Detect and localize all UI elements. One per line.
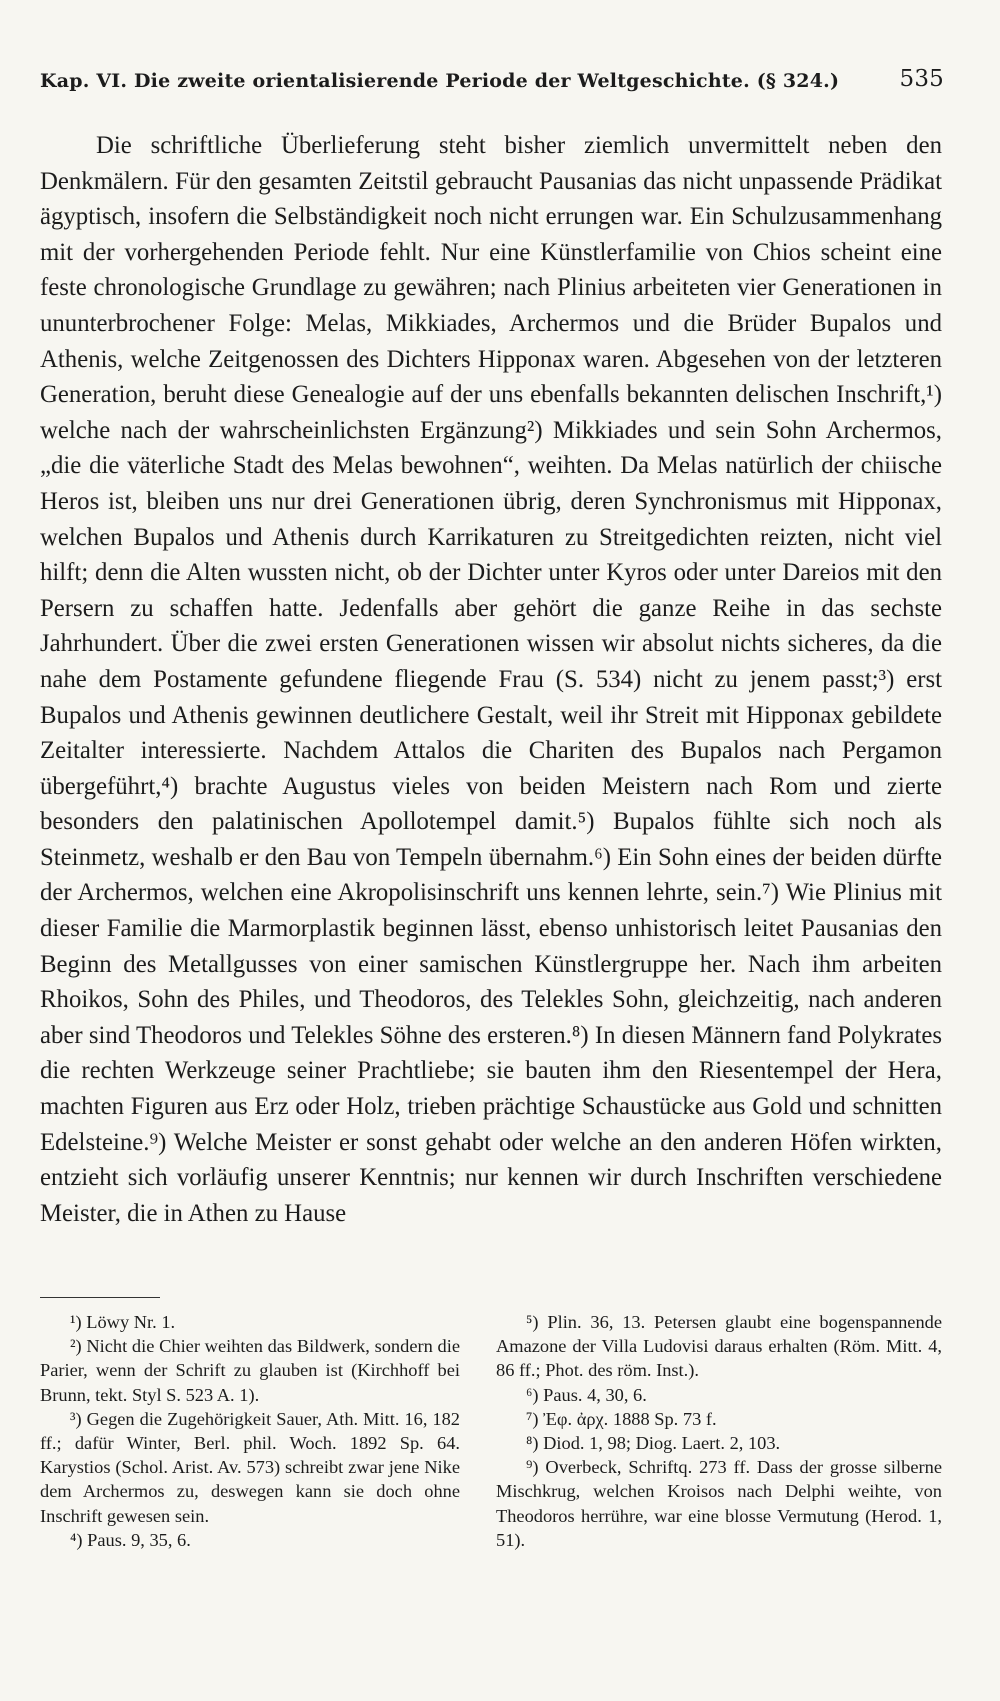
footnote-2: ²) Nicht die Chier weihten das Bildwerk, sondern die Parier, wenn der Schrift zu glauben ist (Kirchhoff bei Brunn, tekt. Styl S. 523 A. 1). <box>40 1336 460 1405</box>
chapter-title: Kap. VI. Die zweite orientalisierende Periode der Weltgeschichte. (§ 324.) <box>40 70 840 92</box>
footnote-6: ⁶) Paus. 4, 30, 6. <box>526 1384 647 1405</box>
footnotes-left-column <box>40 1310 460 1552</box>
footnote-5: ⁵) Plin. 36, 13. Petersen glaubt eine bogenspannende Amazone der Villa Ludovisi daraus erhalten (Röm. Mitt. 4, 86 ff.; Phot. des röm. Inst.). <box>496 1312 942 1381</box>
footnote-3: ³) Gegen die Zugehörigkeit Sauer, Ath. Mitt. 16, 182 ff.; dafür Winter, Berl. phil. Woch. 1892 Sp. 64. Karystios (Schol. Arist. Av. 573) schreibt zwar jene Nike dem Archermos zu, deswegen kann sie doch ohne Inschrift gewesen sein. <box>40 1408 460 1526</box>
footnotes-right-column <box>496 1310 942 1552</box>
footnote-8: ⁸) Diod. 1, 98; Diog. Laert. 2, 103. <box>526 1433 781 1454</box>
running-header <box>40 64 944 108</box>
footnote-1: ¹) Löwy Nr. 1. <box>70 1312 176 1332</box>
page-number: 535 <box>899 66 944 92</box>
main-text <box>40 128 942 1231</box>
footnote-9: ⁹) Overbeck, Schriftq. 273 ff. Dass der grosse silberne Mischkrug, welchen Kroisos nach Delphi weihte, von Theodoros herrühre, war eine blosse Vermutung (Herod. 1, 51). <box>496 1457 942 1550</box>
footnote-rule <box>40 1297 160 1298</box>
footnote-4: ⁴) Paus. 9, 35, 6. <box>70 1529 191 1550</box>
body-paragraph: Die schriftliche Überlieferung steht bisher ziemlich unvermittelt neben den Denkmälern. Für den gesamten Zeitstil gebraucht Pausanias das nicht unpassende Prädikat ägyptisch, insofern die Selbständigkeit noch nicht errungen war. Ein Schulzusammenhang mit der vorhergehenden Periode fehlt. Nur eine Künstlerfamilie von Chios scheint eine feste chronologische Grundlage zu gewähren; nach Plinius arbeiteten vier Generationen in ununterbrochener Folge: Melas, Mikkiades, Archermos und die Brüder Bupalos und Athenis, welche Zeitgenossen des Dichters Hipponax waren. Abgesehen von der letzteren Generation, beruht diese Genealogie auf der uns ebenfalls bekannten delischen Inschrift,¹) welche nach der wahrscheinlichsten Ergänzung²) Mikkiades und sein Sohn Archermos, „die die väterliche Stadt des Melas bewohnen“, weihten. Da Melas natürlich der chiische Heros ist, bleiben uns nur drei Generationen übrig, deren Synchronismus mit Hipponax, welchen Bupalos und Athenis durch Karrikaturen zu Streitgedichten reizten, nicht viel hilft; denn die Alten wussten nicht, ob der Dichter unter Kyros oder unter Dareios mit den Persern zu schaffen hatte. Jedenfalls aber gehört die ganze Reihe in das sechste Jahrhundert. Über die zwei ersten Generationen wissen wir absolut nichts sicheres, da die nahe dem Postamente gefundene fliegende Frau (S. 534) nicht zu jenem passt;³) erst Bupalos und Athenis gewinnen deutlichere Gestalt, weil ihr Streit mit Hipponax gebildete Zeitalter interessierte. Nachdem Attalos die Chariten des Bupalos nach Pergamon übergeführt,⁴) brachte Augustus vieles von beiden Meistern nach Rom und zierte besonders den palatinischen Apollotempel damit.⁵) Bupalos fühlte sich noch als Steinmetz, weshalb er den Bau von Tempeln übernahm.⁶) Ein Sohn eines der beiden dürfte der Archermos, welchen eine Akropolisinschrift uns kennen lehrte, sein.⁷) Wie Plinius mit dieser Familie die Marmorplastik beginnen lässt, ebenso unhistorisch leitet Pausanias den Beginn des Metallgusses von einer samischen Künstlergruppe her. Nach ihm arbeiten Rhoikos, Sohn des Philes, und Theodoros, des Telekles Sohn, gleichzeitig, nach anderen aber sind Theodoros und Telekles Söhne des ersteren.⁸) In diesen Männern fand Polykrates die rechten Werkzeuge seiner Prachtliebe; sie bauten ihm den Riesentempel der Hera, machten Figuren aus Erz oder Holz, trieben prächtige Schaustücke aus Gold und schnitten Edelsteine.⁹) Welche Meister er sonst gehabt oder welche an den anderen Höfen wirkten, entzieht sich vorläufig unserer Kenntnis; nur kennen wir durch Inschriften verschiedene Meister, die in Athen zu Hause <box>40 132 942 1227</box>
footnote-7: ⁷) Ἐφ. ἀρχ. 1888 Sp. 73 f. <box>526 1408 717 1429</box>
